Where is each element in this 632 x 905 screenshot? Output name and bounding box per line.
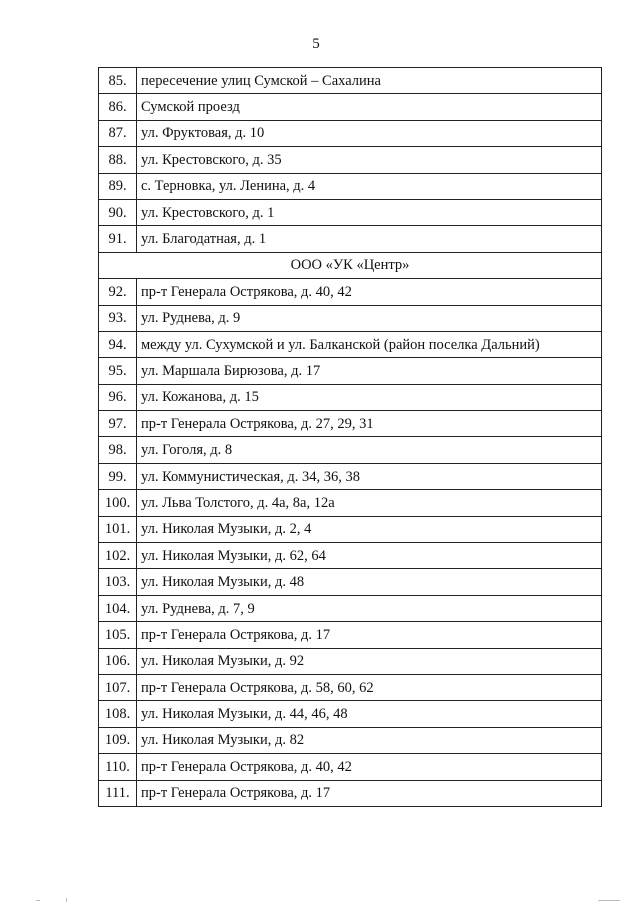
table-row — [99, 701, 602, 727]
table-row — [99, 463, 602, 489]
row-number: 96. — [99, 384, 137, 410]
section-title: ООО «УК «Центр» — [99, 252, 602, 278]
row-number: 98. — [99, 437, 137, 463]
row-address: ул. Благодатная, д. 1 — [137, 226, 602, 252]
scan-artifact — [598, 900, 620, 901]
row-address: пр-т Генерала Острякова, д. 40, 42 — [137, 279, 602, 305]
row-number: 107. — [99, 674, 137, 700]
row-address: ул. Маршала Бирюзова, д. 17 — [137, 358, 602, 384]
table-row — [99, 279, 602, 305]
row-number: 97. — [99, 411, 137, 437]
row-address: пр-т Генерала Острякова, д. 27, 29, 31 — [137, 411, 602, 437]
row-address: ул. Николая Музыки, д. 44, 46, 48 — [137, 701, 602, 727]
table-row — [99, 120, 602, 146]
table-row — [99, 516, 602, 542]
row-number: 92. — [99, 279, 137, 305]
table-row — [99, 68, 602, 94]
row-address: ул. Крестовского, д. 35 — [137, 147, 602, 173]
address-table-body — [99, 68, 602, 807]
row-address: с. Терновка, ул. Ленина, д. 4 — [137, 173, 602, 199]
row-number: 95. — [99, 358, 137, 384]
table-row — [99, 411, 602, 437]
row-address: ул. Кожанова, д. 15 — [137, 384, 602, 410]
table-row — [99, 674, 602, 700]
row-number: 103. — [99, 569, 137, 595]
table-row — [99, 305, 602, 331]
row-address: пр-т Генерала Острякова, д. 40, 42 — [137, 754, 602, 780]
table-row — [99, 543, 602, 569]
row-number: 108. — [99, 701, 137, 727]
row-number: 94. — [99, 331, 137, 357]
row-number: 109. — [99, 727, 137, 753]
row-address: ул. Руднева, д. 9 — [137, 305, 602, 331]
table-row — [99, 727, 602, 753]
section-header-row — [99, 252, 602, 278]
table-row — [99, 94, 602, 120]
row-address: ул. Гоголя, д. 8 — [137, 437, 602, 463]
row-number: 105. — [99, 622, 137, 648]
row-address: пр-т Генерала Острякова, д. 58, 60, 62 — [137, 674, 602, 700]
table-row — [99, 173, 602, 199]
row-number: 91. — [99, 226, 137, 252]
row-number: 93. — [99, 305, 137, 331]
row-number: 99. — [99, 463, 137, 489]
row-address: ул. Николая Музыки, д. 2, 4 — [137, 516, 602, 542]
row-number: 86. — [99, 94, 137, 120]
row-number: 89. — [99, 173, 137, 199]
row-address: ул. Крестовского, д. 1 — [137, 199, 602, 225]
row-address: ул. Николая Музыки, д. 62, 64 — [137, 543, 602, 569]
table-row — [99, 437, 602, 463]
row-number: 104. — [99, 595, 137, 621]
row-number: 100. — [99, 490, 137, 516]
row-number: 101. — [99, 516, 137, 542]
page-number: 5 — [312, 36, 320, 52]
row-number: 85. — [99, 68, 137, 94]
table-row — [99, 199, 602, 225]
scan-artifact — [66, 898, 67, 902]
table-row — [99, 648, 602, 674]
table-row — [99, 780, 602, 806]
row-address: пр-т Генерала Острякова, д. 17 — [137, 622, 602, 648]
row-address: ул. Николая Музыки, д. 82 — [137, 727, 602, 753]
row-address: ул. Фруктовая, д. 10 — [137, 120, 602, 146]
row-address: ул. Николая Музыки, д. 92 — [137, 648, 602, 674]
address-table — [98, 67, 602, 807]
row-address: Сумской проезд — [137, 94, 602, 120]
row-number: 88. — [99, 147, 137, 173]
table-row — [99, 595, 602, 621]
table-row — [99, 147, 602, 173]
row-address: ул. Коммунистическая, д. 34, 36, 38 — [137, 463, 602, 489]
row-address: пр-т Генерала Острякова, д. 17 — [137, 780, 602, 806]
row-address: ул. Руднева, д. 7, 9 — [137, 595, 602, 621]
table-row — [99, 358, 602, 384]
row-number: 102. — [99, 543, 137, 569]
row-address: ул. Николая Музыки, д. 48 — [137, 569, 602, 595]
table-row — [99, 754, 602, 780]
table-row — [99, 622, 602, 648]
row-address: пересечение улиц Сумской – Сахалина — [137, 68, 602, 94]
row-number: 87. — [99, 120, 137, 146]
table-row — [99, 490, 602, 516]
scan-artifact — [36, 900, 40, 901]
row-number: 110. — [99, 754, 137, 780]
row-address: ул. Льва Толстого, д. 4а, 8а, 12а — [137, 490, 602, 516]
table-row — [99, 569, 602, 595]
row-address: между ул. Сухумской и ул. Балканской (район поселка Дальний) — [137, 331, 602, 357]
table-row — [99, 384, 602, 410]
table-row — [99, 226, 602, 252]
table-row — [99, 331, 602, 357]
row-number: 90. — [99, 199, 137, 225]
row-number: 111. — [99, 780, 137, 806]
row-number: 106. — [99, 648, 137, 674]
